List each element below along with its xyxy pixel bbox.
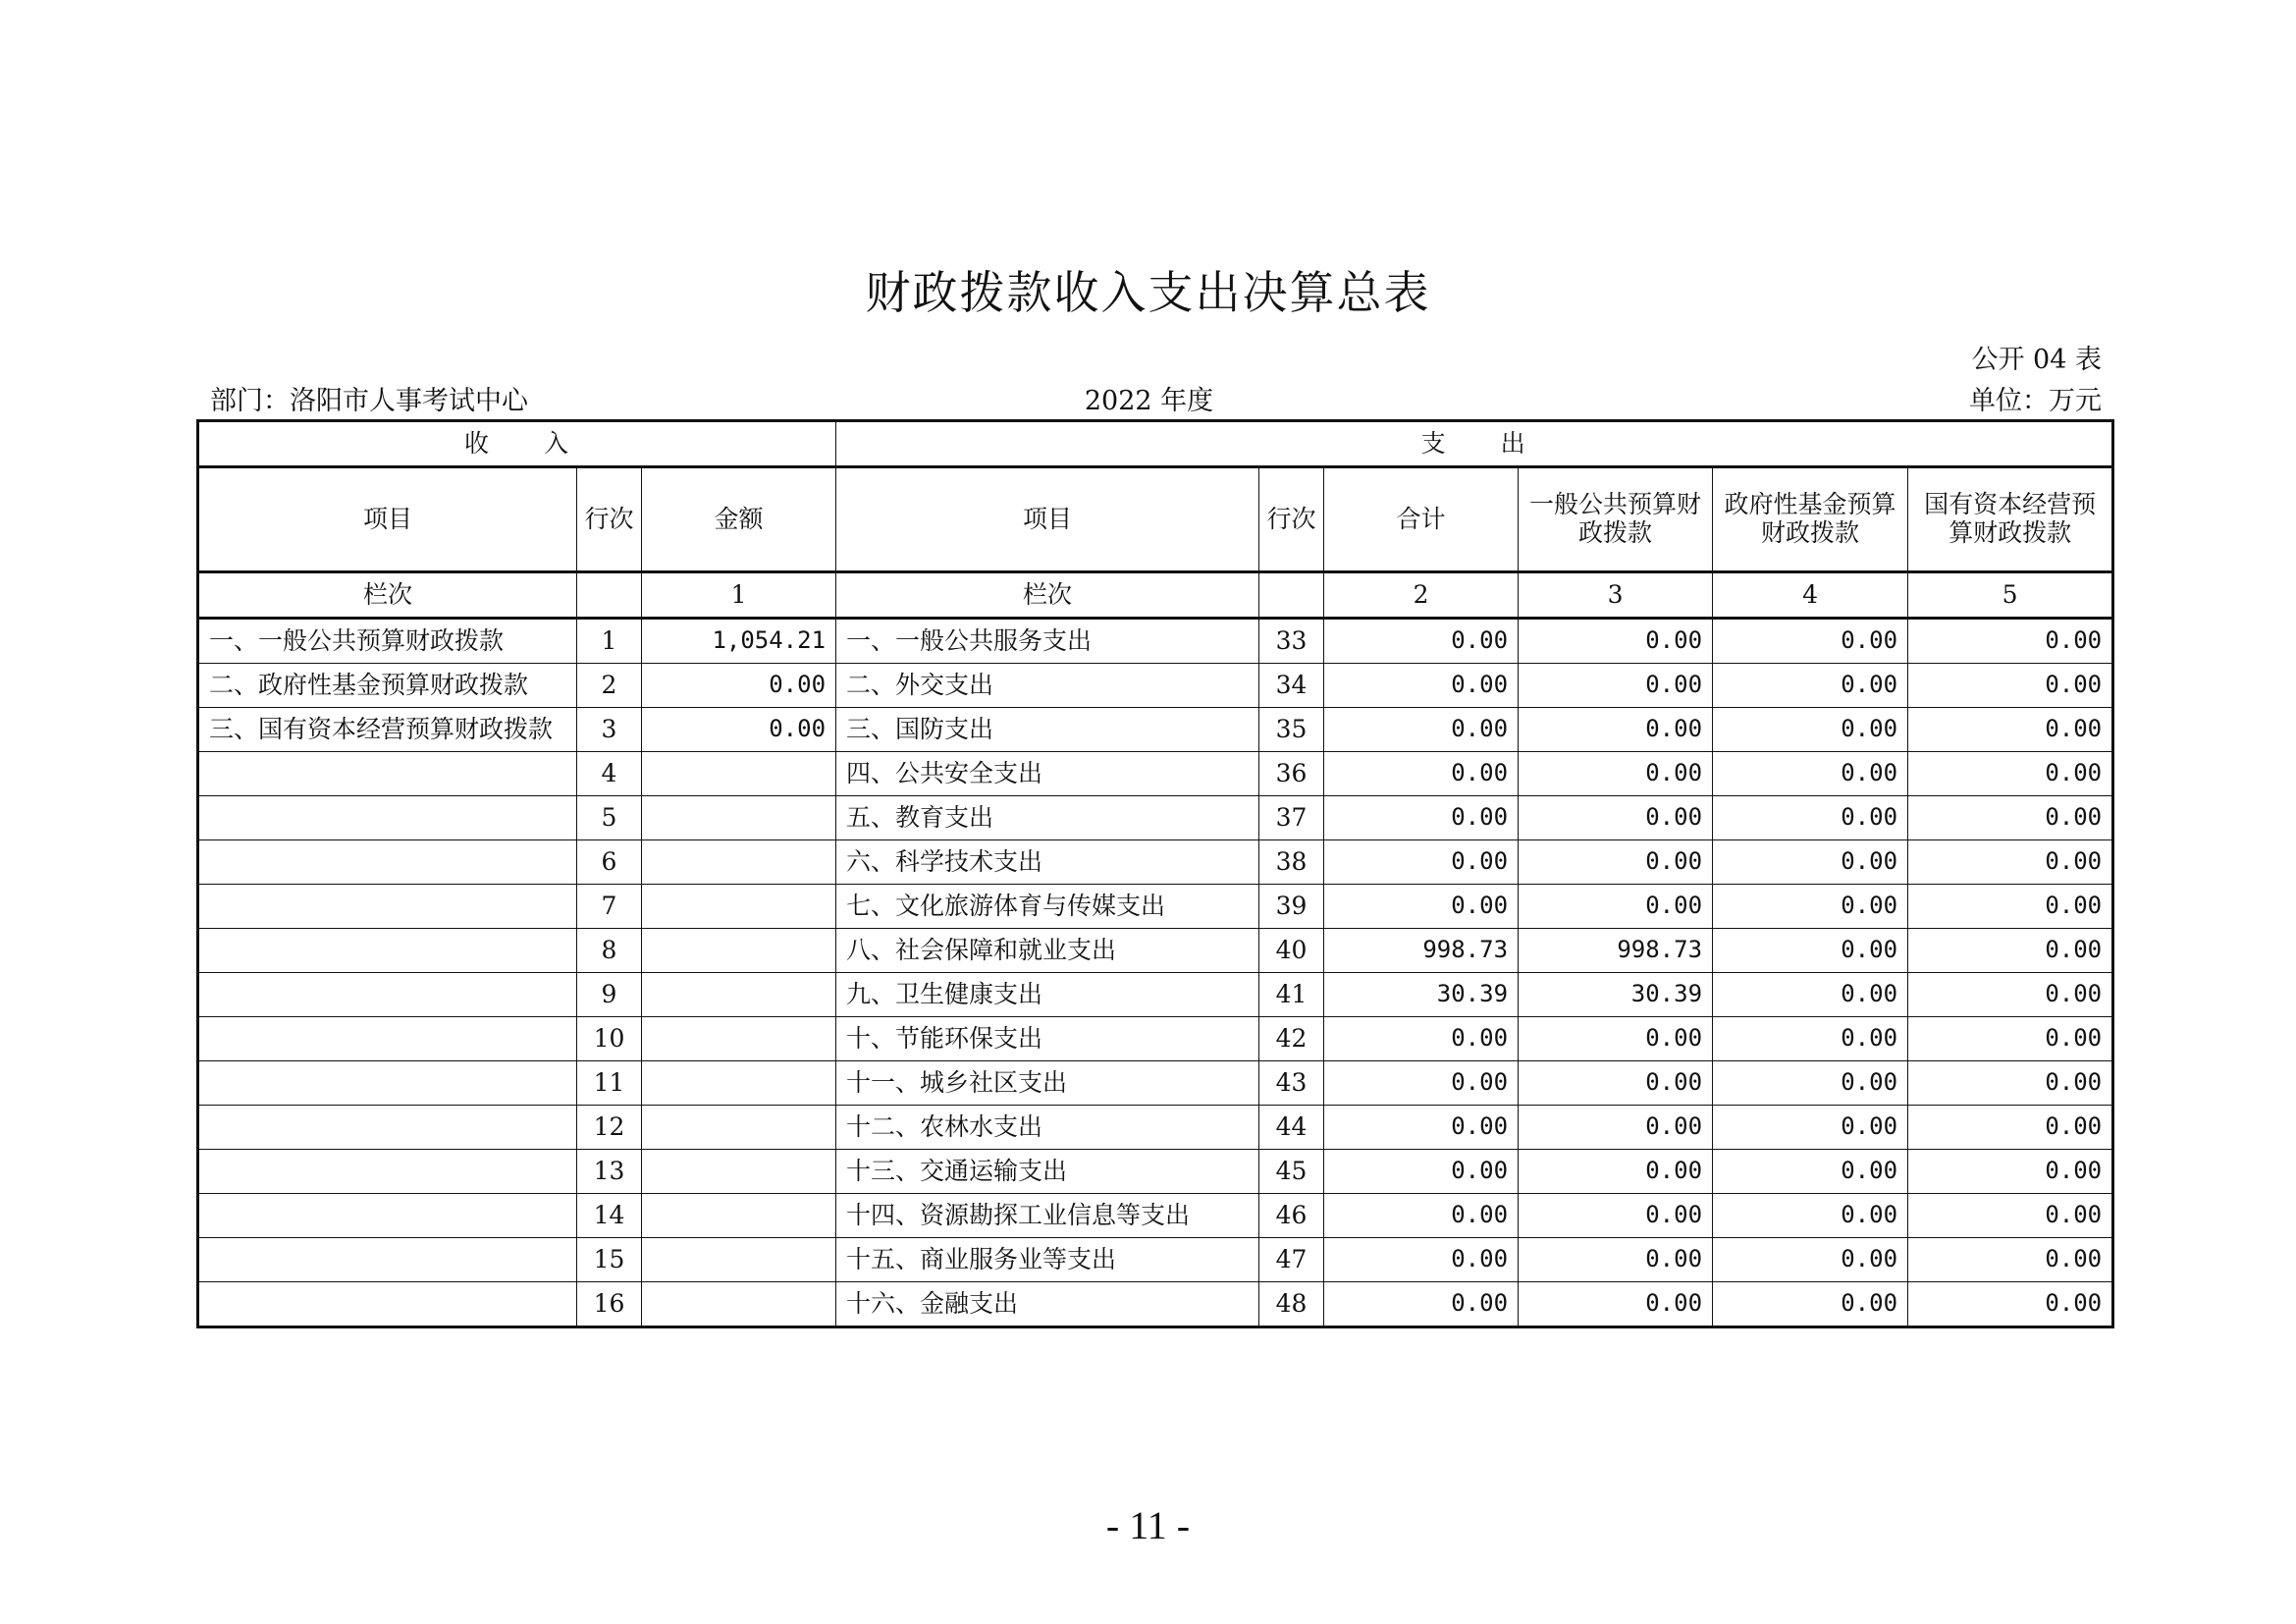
table-row bbox=[198, 752, 2113, 796]
cell-gov-fund: 0.00 bbox=[1713, 708, 1908, 752]
header-total: 合计 bbox=[1324, 467, 1519, 572]
cell-total: 0.00 bbox=[1324, 708, 1519, 752]
cell-general-budget: 0.00 bbox=[1519, 664, 1713, 708]
cell-income-item: 三、国有资本经营预算财政拨款 bbox=[198, 708, 577, 752]
table-row bbox=[198, 929, 2113, 973]
cell-income-line: 14 bbox=[577, 1194, 642, 1238]
cell-income-line: 3 bbox=[577, 708, 642, 752]
table-row bbox=[198, 1061, 2113, 1106]
cell-gov-fund: 0.00 bbox=[1713, 1061, 1908, 1106]
cell-total: 30.39 bbox=[1324, 973, 1519, 1017]
cell-income-line: 10 bbox=[577, 1017, 642, 1061]
income-section-header: 收 入 bbox=[198, 421, 836, 467]
cell-state-capital: 0.00 bbox=[1908, 929, 2113, 973]
cell-income-amount bbox=[642, 752, 836, 796]
cell-state-capital: 0.00 bbox=[1908, 752, 2113, 796]
col-index-expense-line bbox=[1259, 572, 1324, 619]
cell-expense-item: 十、节能环保支出 bbox=[836, 1017, 1259, 1061]
cell-general-budget: 0.00 bbox=[1519, 1194, 1713, 1238]
cell-income-item bbox=[198, 973, 577, 1017]
cell-income-line: 11 bbox=[577, 1061, 642, 1106]
cell-income-line: 16 bbox=[577, 1282, 642, 1327]
cell-income-amount bbox=[642, 1238, 836, 1282]
unit-label: 单位：万元 bbox=[1969, 386, 2102, 416]
cell-income-item bbox=[198, 929, 577, 973]
cell-income-amount bbox=[642, 929, 836, 973]
cell-expense-item: 五、教育支出 bbox=[836, 796, 1259, 840]
cell-gov-fund: 0.00 bbox=[1713, 1194, 1908, 1238]
cell-expense-line: 33 bbox=[1259, 619, 1324, 664]
cell-income-amount bbox=[642, 885, 836, 929]
column-index-row bbox=[198, 572, 2113, 619]
cell-income-line: 6 bbox=[577, 840, 642, 885]
cell-state-capital: 0.00 bbox=[1908, 1106, 2113, 1150]
cell-general-budget: 0.00 bbox=[1519, 708, 1713, 752]
cell-expense-item: 十三、交通运输支出 bbox=[836, 1150, 1259, 1194]
cell-income-amount: 0.00 bbox=[642, 664, 836, 708]
cell-income-item: 一、一般公共预算财政拨款 bbox=[198, 619, 577, 664]
cell-income-line: 4 bbox=[577, 752, 642, 796]
cell-income-item bbox=[198, 1194, 577, 1238]
cell-expense-line: 47 bbox=[1259, 1238, 1324, 1282]
header-general-budget: 一般公共预算财政拨款 bbox=[1519, 467, 1713, 572]
cell-income-item bbox=[198, 1106, 577, 1150]
cell-expense-item: 十二、农林水支出 bbox=[836, 1106, 1259, 1150]
table-row bbox=[198, 664, 2113, 708]
cell-total: 0.00 bbox=[1324, 664, 1519, 708]
cell-state-capital: 0.00 bbox=[1908, 1282, 2113, 1327]
cell-income-line: 9 bbox=[577, 973, 642, 1017]
header-gov-fund: 政府性基金预算财政拨款 bbox=[1713, 467, 1908, 572]
cell-expense-line: 46 bbox=[1259, 1194, 1324, 1238]
cell-income-line: 15 bbox=[577, 1238, 642, 1282]
cell-general-budget: 30.39 bbox=[1519, 973, 1713, 1017]
cell-state-capital: 0.00 bbox=[1908, 1194, 2113, 1238]
cell-total: 0.00 bbox=[1324, 1282, 1519, 1327]
cell-expense-line: 42 bbox=[1259, 1017, 1324, 1061]
col-index-total: 2 bbox=[1324, 572, 1519, 619]
column-header-row bbox=[198, 467, 2113, 572]
cell-income-line: 2 bbox=[577, 664, 642, 708]
cell-expense-item: 一、一般公共服务支出 bbox=[836, 619, 1259, 664]
cell-expense-item: 七、文化旅游体育与传媒支出 bbox=[836, 885, 1259, 929]
cell-income-item bbox=[198, 1150, 577, 1194]
cell-gov-fund: 0.00 bbox=[1713, 929, 1908, 973]
cell-gov-fund: 0.00 bbox=[1713, 840, 1908, 885]
cell-state-capital: 0.00 bbox=[1908, 1061, 2113, 1106]
table-row bbox=[198, 840, 2113, 885]
cell-income-item bbox=[198, 752, 577, 796]
cell-expense-line: 48 bbox=[1259, 1282, 1324, 1327]
cell-gov-fund: 0.00 bbox=[1713, 664, 1908, 708]
cell-gov-fund: 0.00 bbox=[1713, 752, 1908, 796]
cell-income-amount bbox=[642, 1017, 836, 1061]
cell-income-amount bbox=[642, 1061, 836, 1106]
cell-expense-line: 38 bbox=[1259, 840, 1324, 885]
cell-general-budget: 0.00 bbox=[1519, 752, 1713, 796]
cell-general-budget: 998.73 bbox=[1519, 929, 1713, 973]
cell-expense-line: 34 bbox=[1259, 664, 1324, 708]
page-title: 财政拨款收入支出决算总表 bbox=[865, 266, 1431, 319]
cell-general-budget: 0.00 bbox=[1519, 796, 1713, 840]
cell-gov-fund: 0.00 bbox=[1713, 1238, 1908, 1282]
cell-gov-fund: 0.00 bbox=[1713, 885, 1908, 929]
cell-expense-line: 39 bbox=[1259, 885, 1324, 929]
table-row bbox=[198, 796, 2113, 840]
cell-general-budget: 0.00 bbox=[1519, 1238, 1713, 1282]
header-income-item: 项目 bbox=[198, 467, 577, 572]
cell-gov-fund: 0.00 bbox=[1713, 1017, 1908, 1061]
cell-total: 0.00 bbox=[1324, 1150, 1519, 1194]
cell-total: 0.00 bbox=[1324, 752, 1519, 796]
cell-general-budget: 0.00 bbox=[1519, 1150, 1713, 1194]
cell-state-capital: 0.00 bbox=[1908, 708, 2113, 752]
cell-income-line: 7 bbox=[577, 885, 642, 929]
cell-general-budget: 0.00 bbox=[1519, 840, 1713, 885]
cell-total: 0.00 bbox=[1324, 1194, 1519, 1238]
col-index-income-item: 栏次 bbox=[198, 572, 577, 619]
cell-state-capital: 0.00 bbox=[1908, 885, 2113, 929]
cell-general-budget: 0.00 bbox=[1519, 1017, 1713, 1061]
cell-income-amount bbox=[642, 796, 836, 840]
cell-gov-fund: 0.00 bbox=[1713, 619, 1908, 664]
col-index-gov-fund: 4 bbox=[1713, 572, 1908, 619]
cell-income-item bbox=[198, 1238, 577, 1282]
cell-state-capital: 0.00 bbox=[1908, 840, 2113, 885]
cell-expense-line: 35 bbox=[1259, 708, 1324, 752]
page-number: - 11 - bbox=[1105, 1503, 1191, 1547]
cell-expense-line: 43 bbox=[1259, 1061, 1324, 1106]
cell-income-amount bbox=[642, 1194, 836, 1238]
expense-section-header: 支 出 bbox=[836, 421, 2113, 467]
cell-state-capital: 0.00 bbox=[1908, 1150, 2113, 1194]
cell-expense-line: 41 bbox=[1259, 973, 1324, 1017]
cell-expense-item: 四、公共安全支出 bbox=[836, 752, 1259, 796]
cell-income-amount bbox=[642, 840, 836, 885]
cell-total: 0.00 bbox=[1324, 796, 1519, 840]
cell-state-capital: 0.00 bbox=[1908, 1017, 2113, 1061]
table-row bbox=[198, 1150, 2113, 1194]
cell-income-amount bbox=[642, 1282, 836, 1327]
table-row bbox=[198, 1017, 2113, 1061]
cell-income-line: 12 bbox=[577, 1106, 642, 1150]
table-row bbox=[198, 619, 2113, 664]
table-row bbox=[198, 973, 2113, 1017]
col-index-state-capital: 5 bbox=[1908, 572, 2113, 619]
cell-expense-line: 36 bbox=[1259, 752, 1324, 796]
cell-total: 0.00 bbox=[1324, 1106, 1519, 1150]
cell-expense-line: 44 bbox=[1259, 1106, 1324, 1150]
cell-income-amount bbox=[642, 1150, 836, 1194]
cell-income-amount: 0.00 bbox=[642, 708, 836, 752]
table-row bbox=[198, 708, 2113, 752]
cell-income-line: 5 bbox=[577, 796, 642, 840]
cell-gov-fund: 0.00 bbox=[1713, 973, 1908, 1017]
col-index-income-amount: 1 bbox=[642, 572, 836, 619]
cell-general-budget: 0.00 bbox=[1519, 1106, 1713, 1150]
cell-gov-fund: 0.00 bbox=[1713, 796, 1908, 840]
form-number: 公开 04 表 bbox=[1971, 345, 2102, 375]
cell-income-amount bbox=[642, 1106, 836, 1150]
cell-income-item bbox=[198, 885, 577, 929]
table-row bbox=[198, 1194, 2113, 1238]
cell-expense-item: 二、外交支出 bbox=[836, 664, 1259, 708]
cell-income-item bbox=[198, 1061, 577, 1106]
cell-income-line: 13 bbox=[577, 1150, 642, 1194]
cell-income-item: 二、政府性基金预算财政拨款 bbox=[198, 664, 577, 708]
cell-income-amount bbox=[642, 973, 836, 1017]
report-meta bbox=[196, 379, 2102, 414]
cell-total: 998.73 bbox=[1324, 929, 1519, 973]
cell-expense-item: 九、卫生健康支出 bbox=[836, 973, 1259, 1017]
col-index-expense-item: 栏次 bbox=[836, 572, 1259, 619]
fiscal-summary-table bbox=[196, 419, 2114, 1328]
cell-state-capital: 0.00 bbox=[1908, 664, 2113, 708]
cell-general-budget: 0.00 bbox=[1519, 1282, 1713, 1327]
cell-general-budget: 0.00 bbox=[1519, 619, 1713, 664]
cell-income-item bbox=[198, 1282, 577, 1327]
cell-income-item bbox=[198, 1017, 577, 1061]
table-row bbox=[198, 1238, 2113, 1282]
cell-expense-item: 十六、金融支出 bbox=[836, 1282, 1259, 1327]
header-state-capital: 国有资本经营预算财政拨款 bbox=[1908, 467, 2113, 572]
header-expense-line: 行次 bbox=[1259, 467, 1324, 572]
cell-expense-item: 六、科学技术支出 bbox=[836, 840, 1259, 885]
header-income-line: 行次 bbox=[577, 467, 642, 572]
col-index-general-budget: 3 bbox=[1519, 572, 1713, 619]
table-row bbox=[198, 1282, 2113, 1327]
cell-expense-line: 40 bbox=[1259, 929, 1324, 973]
cell-expense-item: 十五、商业服务业等支出 bbox=[836, 1238, 1259, 1282]
cell-expense-item: 十一、城乡社区支出 bbox=[836, 1061, 1259, 1106]
cell-state-capital: 0.00 bbox=[1908, 619, 2113, 664]
cell-expense-line: 37 bbox=[1259, 796, 1324, 840]
cell-gov-fund: 0.00 bbox=[1713, 1282, 1908, 1327]
cell-income-item bbox=[198, 840, 577, 885]
cell-general-budget: 0.00 bbox=[1519, 885, 1713, 929]
cell-general-budget: 0.00 bbox=[1519, 1061, 1713, 1106]
department-label: 部门：洛阳市人事考试中心 bbox=[210, 386, 528, 416]
cell-expense-item: 十四、资源勘探工业信息等支出 bbox=[836, 1194, 1259, 1238]
cell-expense-item: 三、国防支出 bbox=[836, 708, 1259, 752]
cell-state-capital: 0.00 bbox=[1908, 973, 2113, 1017]
cell-gov-fund: 0.00 bbox=[1713, 1150, 1908, 1194]
section-header-row bbox=[198, 421, 2113, 467]
cell-expense-line: 45 bbox=[1259, 1150, 1324, 1194]
cell-total: 0.00 bbox=[1324, 619, 1519, 664]
cell-state-capital: 0.00 bbox=[1908, 796, 2113, 840]
cell-total: 0.00 bbox=[1324, 1061, 1519, 1106]
cell-income-amount: 1,054.21 bbox=[642, 619, 836, 664]
table-row bbox=[198, 885, 2113, 929]
cell-total: 0.00 bbox=[1324, 1017, 1519, 1061]
cell-state-capital: 0.00 bbox=[1908, 1238, 2113, 1282]
cell-total: 0.00 bbox=[1324, 885, 1519, 929]
cell-income-line: 1 bbox=[577, 619, 642, 664]
cell-expense-item: 八、社会保障和就业支出 bbox=[836, 929, 1259, 973]
col-index-income-line bbox=[577, 572, 642, 619]
cell-total: 0.00 bbox=[1324, 840, 1519, 885]
cell-gov-fund: 0.00 bbox=[1713, 1106, 1908, 1150]
cell-income-line: 8 bbox=[577, 929, 642, 973]
cell-total: 0.00 bbox=[1324, 1238, 1519, 1282]
table-row bbox=[198, 1106, 2113, 1150]
cell-income-item bbox=[198, 796, 577, 840]
header-expense-item: 项目 bbox=[836, 467, 1259, 572]
fiscal-year: 2022 年度 bbox=[1084, 386, 1214, 416]
header-income-amount: 金额 bbox=[642, 467, 836, 572]
